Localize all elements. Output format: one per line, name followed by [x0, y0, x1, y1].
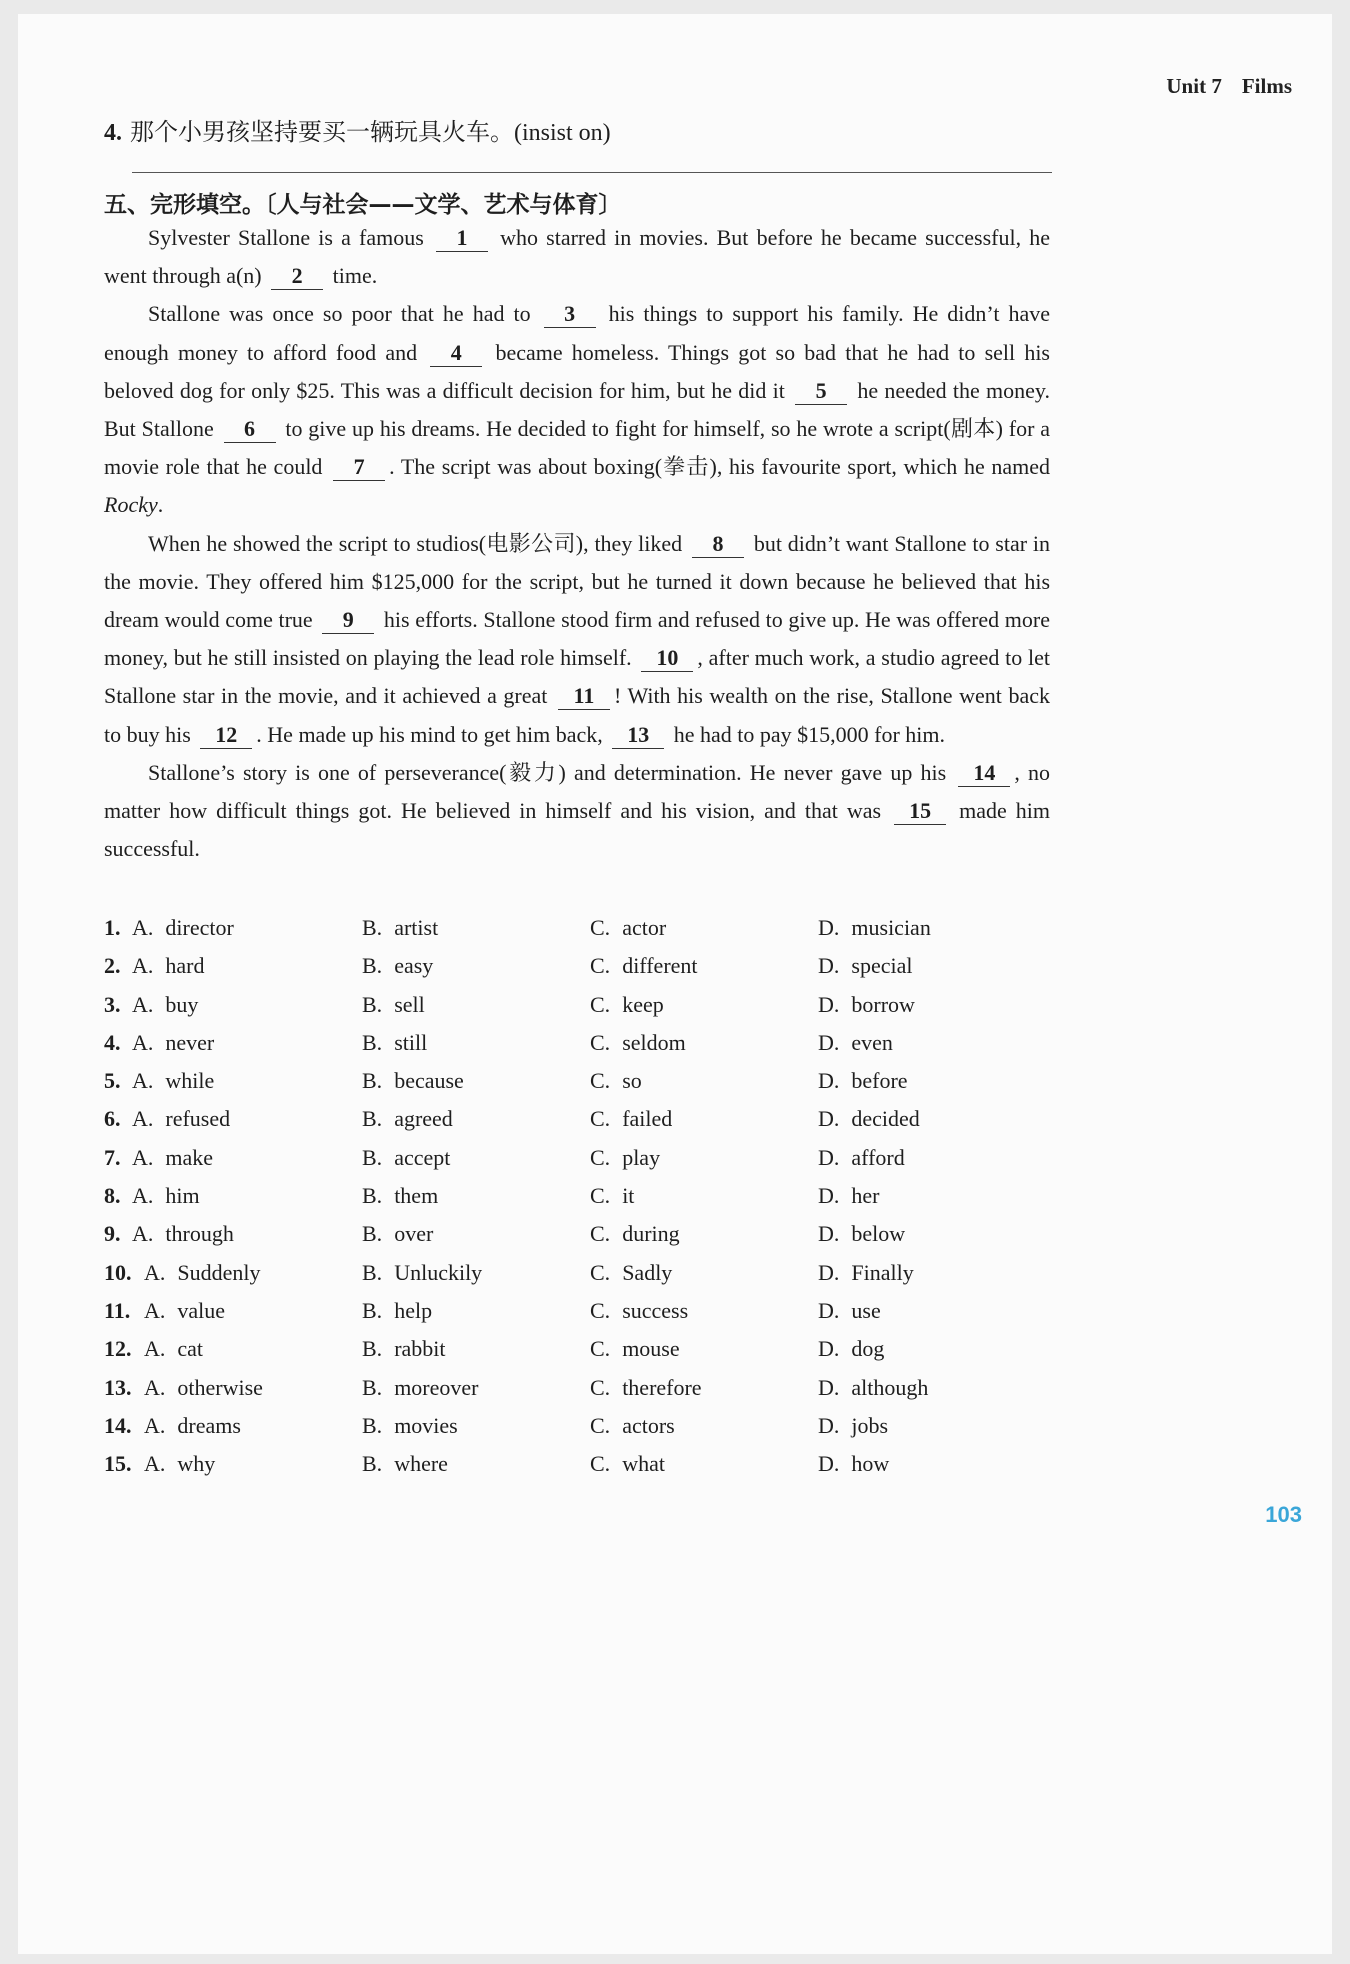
option-a[interactable]	[144, 1451, 215, 1477]
option-b[interactable]	[362, 915, 438, 941]
option-a[interactable]	[132, 1145, 213, 1171]
option-text: agreed	[394, 1106, 453, 1132]
option-d[interactable]	[818, 1375, 928, 1401]
passage-text: .	[157, 492, 164, 518]
passage-text: his things to support his family. He didn’t have enough money to afford food and	[104, 301, 1050, 365]
blank-2[interactable]: 2	[271, 263, 323, 290]
option-text: dreams	[177, 1412, 241, 1438]
option-b[interactable]	[362, 953, 433, 979]
option-row	[104, 1252, 1050, 1290]
option-text: movies	[394, 1412, 458, 1438]
option-a[interactable]	[132, 1030, 214, 1056]
option-number: 6.	[104, 1106, 121, 1132]
option-d[interactable]	[818, 953, 912, 979]
option-text: still	[394, 1029, 428, 1055]
option-letter: D.	[818, 915, 840, 940]
option-text: during	[622, 1221, 680, 1247]
passage-text: became homeless. Things got so bad that he had to sell his beloved dog for only $25. This was a difficult decision for him, but he did it	[104, 339, 1050, 403]
option-letter: B.	[362, 1451, 383, 1477]
option-text: them	[394, 1183, 439, 1209]
option-text: sell	[394, 991, 425, 1017]
option-letter: D.	[818, 1106, 840, 1132]
option-text: Suddenly	[177, 1259, 261, 1285]
option-text: failed	[622, 1106, 673, 1132]
option-b[interactable]	[362, 1106, 453, 1132]
option-number: 11.	[104, 1297, 131, 1323]
passage-text: . The script was about boxing(拳击), his favourite sport, which he named	[389, 454, 1051, 480]
section-title: 五、完形填空。〔人与社会——文学、艺术与体育〕	[104, 192, 622, 218]
passage-text: time.	[327, 263, 378, 289]
option-letter: A.	[132, 1106, 154, 1132]
option-letter: C.	[590, 1029, 611, 1055]
option-a[interactable]	[144, 1375, 263, 1401]
option-text: through	[165, 1221, 234, 1247]
option-c[interactable]	[590, 1375, 702, 1401]
option-text: actor	[622, 915, 667, 940]
option-d[interactable]	[818, 1260, 914, 1286]
option-text: musician	[851, 915, 931, 940]
option-b[interactable]	[362, 1336, 446, 1362]
option-row	[104, 1060, 1050, 1098]
option-letter: A.	[144, 1374, 166, 1400]
option-text: borrow	[851, 991, 915, 1017]
option-number: 7.	[104, 1144, 121, 1170]
option-text: play	[622, 1144, 661, 1170]
option-text: how	[851, 1451, 890, 1477]
option-text: therefore	[622, 1374, 702, 1400]
option-d[interactable]	[818, 1336, 884, 1362]
option-text: make	[165, 1144, 214, 1170]
option-letter: B.	[362, 1259, 383, 1285]
option-d[interactable]	[818, 1068, 908, 1094]
option-a[interactable]	[132, 1183, 200, 1209]
option-a[interactable]	[132, 915, 234, 941]
option-number: 4.	[104, 1029, 121, 1055]
option-c[interactable]	[590, 1221, 680, 1247]
option-row	[104, 1443, 1050, 1481]
blank-5[interactable]: 5	[795, 378, 847, 405]
option-letter: A.	[144, 1336, 166, 1362]
option-letter: A.	[144, 1259, 166, 1285]
passage-text: made him successful.	[104, 798, 1050, 862]
option-number: 5.	[104, 1068, 121, 1094]
option-letter: D.	[818, 1374, 840, 1400]
option-row	[104, 1367, 1050, 1405]
option-text: help	[394, 1297, 433, 1323]
blank-12[interactable]: 12	[200, 722, 252, 749]
option-letter: C.	[590, 1451, 611, 1477]
blank-15[interactable]: 15	[894, 798, 946, 825]
blank-1[interactable]: 1	[436, 225, 488, 252]
option-letter: B.	[362, 953, 383, 979]
movie-title: Rocky	[104, 492, 158, 518]
blank-7[interactable]: 7	[333, 454, 385, 481]
option-text: director	[165, 915, 234, 940]
option-text: seldom	[622, 1029, 686, 1055]
option-letter: B.	[362, 1336, 383, 1362]
option-b[interactable]	[362, 1298, 432, 1324]
option-letter: D.	[818, 1068, 840, 1094]
option-b[interactable]	[362, 1413, 458, 1439]
option-a[interactable]	[132, 1221, 234, 1247]
option-letter: A.	[132, 1183, 154, 1209]
option-letter: B.	[362, 1106, 383, 1132]
option-letter: C.	[590, 1221, 611, 1247]
option-text: her	[851, 1183, 880, 1209]
option-text: afford	[851, 1144, 905, 1170]
passage-text: Sylvester Stallone is a famous	[148, 225, 432, 250]
option-letter: B.	[362, 1183, 383, 1209]
option-letter: C.	[590, 1259, 611, 1285]
option-letter: B.	[362, 991, 383, 1017]
blank-14[interactable]: 14	[958, 760, 1010, 787]
option-letter: D.	[818, 1259, 840, 1285]
option-text: hard	[165, 953, 205, 979]
passage-text: ! With his wealth on the rise, Stallone went back to buy his	[104, 683, 1050, 747]
option-letter: C.	[590, 953, 611, 979]
option-letter: B.	[362, 1029, 383, 1055]
option-b[interactable]	[362, 1451, 448, 1477]
option-number: 8.	[104, 1183, 121, 1209]
option-letter: A.	[132, 1144, 154, 1170]
option-d[interactable]	[818, 1106, 920, 1132]
option-text: Finally	[851, 1259, 914, 1285]
answer-line[interactable]	[132, 172, 1052, 173]
cloze-passage	[104, 219, 1050, 868]
option-letter: C.	[590, 1336, 611, 1362]
option-row	[104, 1137, 1050, 1175]
passage-text: . He made up his mind to get him back,	[256, 721, 609, 747]
option-row	[104, 945, 1050, 983]
passage-text: but didn’t want Stallone to star in the movie. They offered him $125,000 for the script, but he turned it down because he believed that his dream would come true	[104, 530, 1050, 633]
option-text: below	[851, 1221, 906, 1247]
option-c[interactable]	[590, 953, 698, 979]
option-c[interactable]	[590, 1413, 675, 1439]
option-a[interactable]	[132, 1106, 230, 1132]
option-letter: A.	[132, 991, 154, 1017]
paragraph-3	[104, 525, 1050, 754]
option-text: where	[394, 1451, 448, 1477]
option-letter: A.	[132, 1029, 154, 1055]
option-letter: B.	[362, 1144, 383, 1170]
passage-text: Stallone’s story is one of perseverance(毅力) and determination. He never gave up his	[148, 759, 955, 785]
option-letter: C.	[590, 1068, 611, 1094]
option-text: over	[394, 1221, 434, 1247]
blank-4[interactable]: 4	[430, 340, 482, 367]
option-letter: B.	[362, 915, 383, 940]
paragraph-1	[104, 219, 1050, 295]
option-letter: D.	[818, 1451, 840, 1477]
option-row	[104, 1328, 1050, 1366]
option-letter: A.	[144, 1297, 166, 1323]
option-letter: B.	[362, 1221, 383, 1247]
option-text: while	[165, 1068, 215, 1094]
option-letter: C.	[590, 915, 611, 940]
option-letter: A.	[132, 1221, 154, 1247]
option-text: keep	[622, 991, 664, 1017]
option-b[interactable]	[362, 1030, 427, 1056]
option-text: Sadly	[622, 1259, 673, 1285]
question-number: 4.	[104, 120, 122, 146]
option-text: why	[177, 1451, 216, 1477]
option-letter: B.	[362, 1374, 383, 1400]
blank-10[interactable]: 10	[641, 645, 693, 672]
passage-text: When he showed the script to studios(电影公司), they liked	[148, 530, 688, 556]
passage-text: he had to pay $15,000 for him.	[668, 721, 946, 747]
option-letter: D.	[818, 953, 840, 979]
option-d[interactable]	[818, 915, 931, 941]
workbook-page	[18, 14, 1332, 1954]
option-letter: D.	[818, 1412, 840, 1438]
option-text: easy	[394, 953, 434, 979]
option-d[interactable]	[818, 1145, 905, 1171]
option-c[interactable]	[590, 1260, 672, 1286]
option-text: it	[622, 1183, 635, 1209]
option-text: refused	[165, 1106, 231, 1132]
option-number: 12.	[104, 1336, 132, 1362]
option-text: moreover	[394, 1374, 479, 1400]
option-letter: D.	[818, 991, 840, 1017]
option-number: 14.	[104, 1412, 132, 1438]
option-text: so	[622, 1068, 642, 1094]
option-text: rabbit	[394, 1336, 446, 1362]
page-number: 103	[1265, 1502, 1302, 1527]
option-letter: A.	[144, 1451, 166, 1477]
option-text: cat	[177, 1336, 204, 1362]
option-d[interactable]	[818, 1221, 905, 1247]
unit-label: Unit 7	[1166, 74, 1222, 98]
passage-text: , no matter how difficult things got. He believed in himself and his vision, and that was	[104, 759, 1050, 824]
option-text: mouse	[622, 1336, 680, 1362]
option-number: 10.	[104, 1259, 132, 1285]
translation-question-4	[104, 112, 611, 147]
option-b[interactable]	[362, 992, 425, 1018]
option-row	[104, 907, 1050, 945]
blank-11[interactable]: 11	[558, 683, 610, 710]
option-letter: C.	[590, 1412, 611, 1438]
option-text: success	[622, 1297, 689, 1323]
option-b[interactable]	[362, 1260, 482, 1286]
option-letter: A.	[132, 953, 154, 979]
option-letter: A.	[132, 915, 154, 940]
option-b[interactable]	[362, 1221, 433, 1247]
option-number: 15.	[104, 1451, 132, 1477]
passage-text: he needed the money. But Stallone	[104, 377, 1050, 442]
question-text: 那个小男孩坚持要买一辆玩具火车。(insist on)	[130, 120, 611, 146]
option-b[interactable]	[362, 1183, 438, 1209]
option-letter: C.	[590, 1144, 611, 1170]
blank-6[interactable]: 6	[224, 416, 276, 443]
paragraph-2	[104, 295, 1050, 524]
option-text: before	[851, 1068, 908, 1094]
option-text: different	[622, 953, 698, 979]
blank-8[interactable]: 8	[692, 531, 744, 558]
option-letter: A.	[144, 1412, 166, 1438]
option-letter: D.	[818, 1144, 840, 1170]
option-text: artist	[394, 915, 439, 940]
option-c[interactable]	[590, 1068, 642, 1094]
option-letter: D.	[818, 1183, 840, 1209]
unit-title: Films	[1241, 74, 1292, 98]
option-a[interactable]	[144, 1413, 241, 1439]
option-a[interactable]	[132, 1068, 214, 1094]
option-c[interactable]	[590, 1145, 660, 1171]
option-row	[104, 1213, 1050, 1251]
option-a[interactable]	[144, 1336, 203, 1362]
option-number: 2.	[104, 953, 121, 979]
option-text: dog	[851, 1336, 885, 1362]
option-a[interactable]	[144, 1298, 225, 1324]
option-c[interactable]	[590, 1336, 680, 1362]
passage-text: Stallone was once so poor that he had to	[148, 301, 540, 327]
passage-text: who starred in movies. But before he became successful, he went through a(n)	[104, 225, 1050, 289]
option-letter: D.	[818, 1029, 840, 1055]
passage-text: , after much work, a studio agreed to let Stallone star in the movie, and it achieved a great	[104, 645, 1050, 709]
option-letter: D.	[818, 1221, 840, 1247]
option-row	[104, 984, 1050, 1022]
option-row	[104, 1405, 1050, 1443]
option-letter: D.	[818, 1297, 840, 1323]
blank-13[interactable]: 13	[612, 722, 664, 749]
option-c[interactable]	[590, 992, 664, 1018]
option-number: 3.	[104, 991, 121, 1017]
answer-options	[104, 907, 1050, 1481]
option-text: although	[851, 1374, 929, 1400]
paragraph-4	[104, 754, 1050, 869]
option-c[interactable]	[590, 1030, 686, 1056]
option-row	[104, 1290, 1050, 1328]
option-number: 13.	[104, 1374, 132, 1400]
option-letter: C.	[590, 1183, 611, 1209]
option-letter: A.	[132, 1068, 154, 1094]
option-text: special	[851, 953, 913, 979]
option-d[interactable]	[818, 1298, 881, 1324]
option-letter: C.	[590, 1106, 611, 1132]
option-letter: B.	[362, 1068, 383, 1094]
option-d[interactable]	[818, 1451, 889, 1477]
option-letter: D.	[818, 1336, 840, 1362]
option-b[interactable]	[362, 1068, 464, 1094]
blank-9[interactable]: 9	[322, 607, 374, 634]
option-b[interactable]	[362, 1375, 478, 1401]
option-d[interactable]	[818, 1413, 888, 1439]
option-d[interactable]	[818, 992, 915, 1018]
option-b[interactable]	[362, 1145, 450, 1171]
option-row	[104, 1022, 1050, 1060]
option-text: buy	[165, 991, 199, 1017]
option-letter: B.	[362, 1297, 383, 1323]
option-d[interactable]	[818, 1183, 879, 1209]
option-text: never	[165, 1029, 215, 1055]
passage-text: his efforts. Stallone stood firm and refused to give up. He was offered more money, but he still insisted on playing the lead role himself.	[104, 607, 1050, 671]
option-text: value	[177, 1297, 226, 1323]
option-row	[104, 1098, 1050, 1136]
option-text: decided	[851, 1106, 920, 1132]
option-a[interactable]	[132, 992, 198, 1018]
option-a[interactable]	[132, 953, 204, 979]
option-row	[104, 1175, 1050, 1213]
option-c[interactable]	[590, 1183, 634, 1209]
option-text: actors	[622, 1412, 675, 1438]
option-number: 1.	[104, 915, 121, 940]
option-number: 9.	[104, 1221, 121, 1247]
option-c[interactable]	[590, 1298, 688, 1324]
option-text: use	[851, 1297, 881, 1323]
option-text: even	[851, 1029, 893, 1055]
option-c[interactable]	[590, 915, 666, 941]
passage-text: to give up his dreams. He decided to fight for himself, so he wrote a script(剧本) for a movie role that he could	[104, 416, 1051, 480]
option-a[interactable]	[144, 1260, 261, 1286]
option-letter: C.	[590, 1297, 611, 1323]
option-d[interactable]	[818, 1030, 893, 1056]
option-letter: C.	[590, 991, 611, 1017]
option-text: him	[165, 1183, 200, 1209]
page-header	[1166, 74, 1292, 99]
option-text: otherwise	[177, 1374, 263, 1400]
option-text: accept	[394, 1144, 451, 1170]
option-text: what	[622, 1451, 665, 1477]
blank-3[interactable]: 3	[544, 301, 596, 328]
option-text: Unluckily	[394, 1259, 483, 1285]
option-c[interactable]	[590, 1451, 665, 1477]
option-text: because	[394, 1068, 464, 1094]
option-letter: B.	[362, 1412, 383, 1438]
option-text: jobs	[851, 1412, 889, 1438]
option-c[interactable]	[590, 1106, 672, 1132]
option-letter: C.	[590, 1374, 611, 1400]
